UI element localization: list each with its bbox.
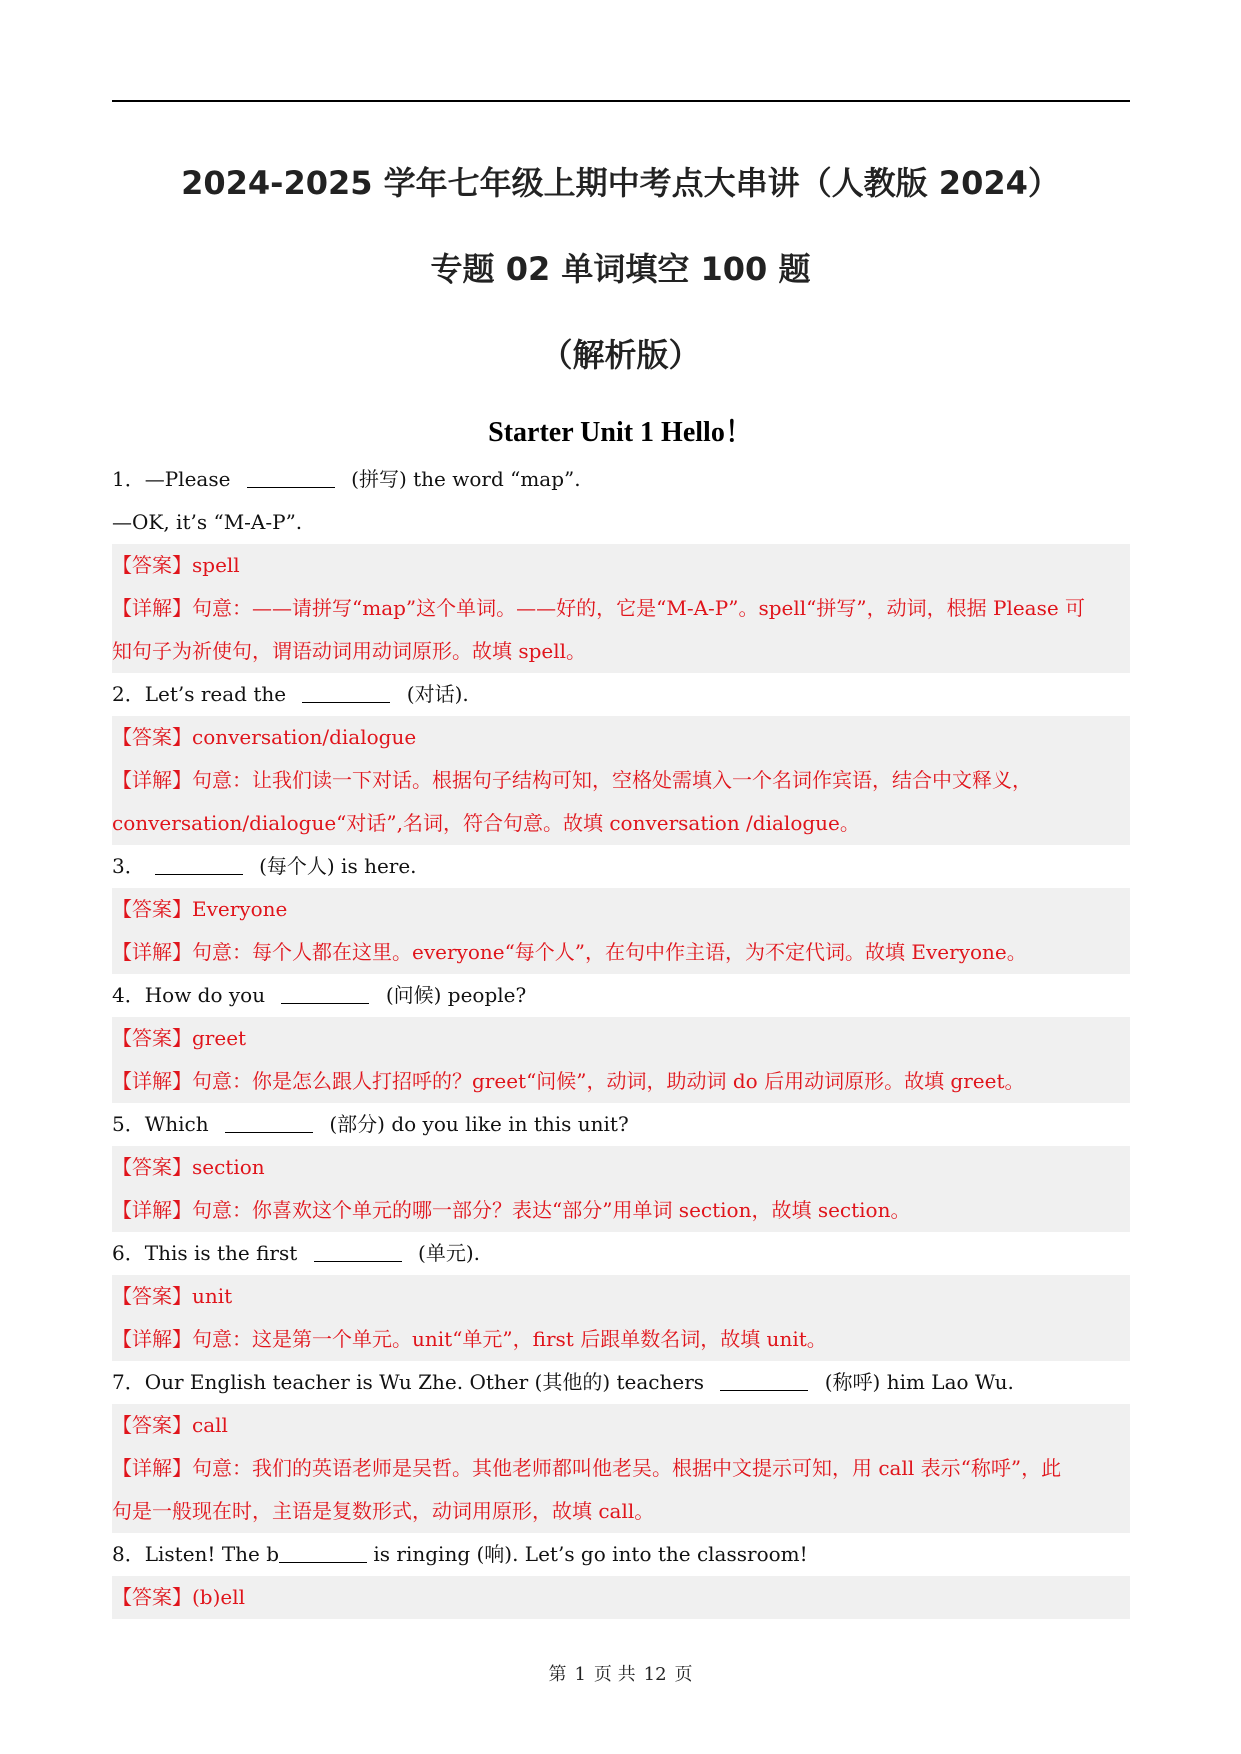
question-2: 2．Let’s read the (对话). [112, 673, 1130, 716]
page-footer: 第 1 页 共 12 页 [548, 1664, 693, 1685]
question-1: 1．—Please (拼写) the word “map”. [112, 458, 1130, 501]
answer-5: 【答案】section [112, 1155, 265, 1179]
answer-block-6 [112, 1275, 1130, 1361]
explanation-4: 【详解】句意：你是怎么跟人打招呼的？greet“问候”，动词，助动词 do 后用动词原形。故填 greet。 [112, 1069, 1025, 1093]
explanation-6: 【详解】句意：这是第一个单元。unit“单元”，first 后跟单数名词，故填 unit。 [112, 1327, 827, 1351]
explanation-2-cont: conversation/dialogue“对话”,名词，符合句意。故填 conversation /dialogue。 [112, 811, 860, 835]
page-total: 12 [643, 1664, 667, 1685]
answer-4: 【答案】greet [112, 1026, 247, 1050]
blank [720, 1366, 808, 1391]
blank [279, 1538, 367, 1563]
question-7: 7．Our English teacher is Wu Zhe. Other (其他的) teachers (称呼) him Lao Wu. [112, 1361, 1130, 1404]
explanation-7-cont: 句是一般现在时，主语是复数形式，动词用原形，故填 call。 [112, 1499, 655, 1523]
blank [281, 979, 369, 1004]
answer-block-8 [112, 1576, 1130, 1619]
page-number: 1 [574, 1664, 586, 1685]
question-8: 8．Listen! The b is ringing (响). Let’s go into the classroom! [112, 1533, 1130, 1576]
document-edition: （解析版） [540, 336, 701, 374]
blank [314, 1237, 402, 1262]
question-list [112, 458, 1130, 1619]
answer-3: 【答案】Everyone [112, 897, 288, 921]
question-4: 4．How do you (问候) people? [112, 974, 1130, 1017]
question-3: 3． (每个人) is here. [112, 845, 1130, 888]
blank [155, 850, 243, 875]
answer-6: 【答案】unit [112, 1284, 233, 1308]
blank [302, 678, 390, 703]
document-subtitle: 专题 02 单词填空 100 题 [430, 250, 811, 288]
blank [225, 1108, 313, 1133]
answer-2: 【答案】conversation/dialogue [112, 725, 417, 749]
header-rule [112, 100, 1130, 102]
explanation-5: 【详解】句意：你喜欢这个单元的哪一部分？表达“部分”用单词 section，故填 section。 [112, 1198, 911, 1222]
answer-1: 【答案】spell [112, 553, 240, 577]
explanation-7: 【详解】句意：我们的英语老师是吴哲。其他老师都叫他老吴。根据中文提示可知，用 call 表示“称呼”，此 [112, 1456, 1062, 1480]
answer-block-4 [112, 1017, 1130, 1103]
answer-8: 【答案】(b)ell [112, 1585, 246, 1609]
answer-block-2 [112, 716, 1130, 845]
document-title: 2024-2025 学年七年级上期中考点大串讲（人教版 2024） [181, 164, 1060, 202]
question-5: 5．Which (部分) do you like in this unit? [112, 1103, 1130, 1146]
explanation-1: 【详解】句意：——请拼写“map”这个单词。——好的，它是“M-A-P”。spell“拼写”，动词，根据 Please 可 [112, 596, 1086, 620]
explanation-1-cont: 知句子为祈使句，谓语动词用动词原形。故填 spell。 [112, 639, 587, 663]
unit-title: Starter Unit 1 Hello！ [488, 417, 753, 448]
question-1-line2: —OK, it’s “M-A-P”. [112, 510, 303, 534]
answer-block-7 [112, 1404, 1130, 1533]
blank [247, 463, 335, 488]
explanation-3: 【详解】句意：每个人都在这里。everyone“每个人”，在句中作主语，为不定代词。故填 Everyone。 [112, 940, 1027, 964]
answer-block-5 [112, 1146, 1130, 1232]
answer-block-3 [112, 888, 1130, 974]
explanation-2: 【详解】句意：让我们读一下对话。根据句子结构可知，空格处需填入一个名词作宾语，结合中文释义， [112, 768, 1032, 792]
answer-block-1 [112, 544, 1130, 673]
question-6: 6．This is the first (单元). [112, 1232, 1130, 1275]
answer-7: 【答案】call [112, 1413, 228, 1437]
